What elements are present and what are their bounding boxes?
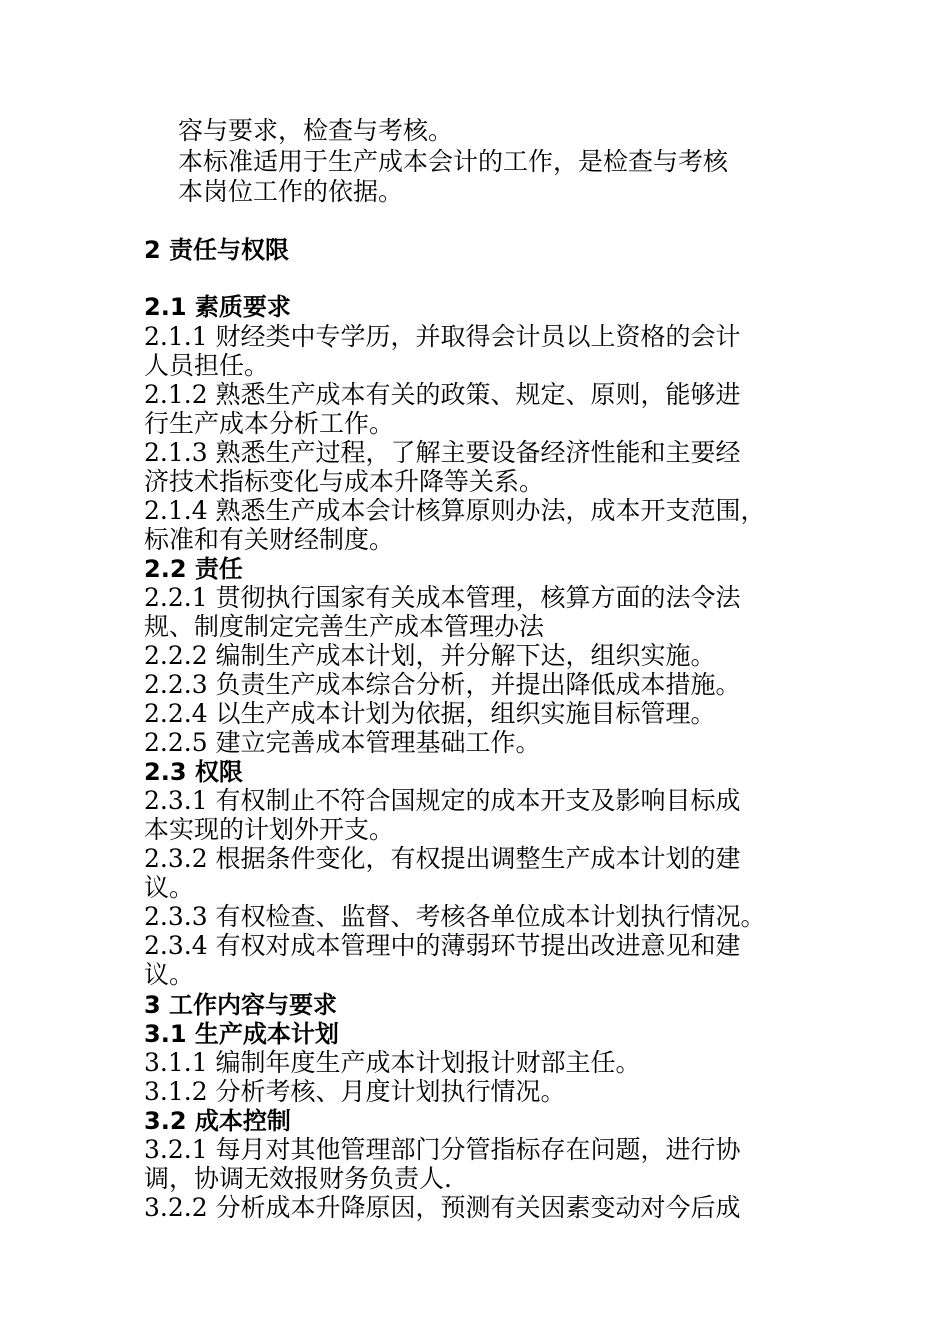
section-heading-3: 3 工作内容与要求 — [144, 991, 338, 1019]
item-2-3-4-line-2: 议。 — [144, 960, 195, 989]
subsection-heading-2-1: 2.1 素质要求 — [144, 293, 291, 321]
item-2-1-3-line-1: 2.1.3 熟悉生产过程，了解主要设备经济性能和主要经 — [144, 438, 741, 467]
item-2-3-1-line-2: 本实现的计划外开支。 — [144, 815, 395, 844]
item-2-1-1-line-1: 2.1.1 财经类中专学历，并取得会计员以上资格的会计 — [144, 322, 741, 351]
subsection-heading-2-2: 2.2 责任 — [144, 555, 243, 583]
item-2-3-3: 2.3.3 有权检查、监督、考核各单位成本计划执行情况。 — [144, 902, 766, 931]
scope-line-1: 本标准适用于生产成本会计的工作，是检查与考核 — [178, 147, 729, 176]
item-2-3-2-line-1: 2.3.2 根据条件变化，有权提出调整生产成本计划的建 — [144, 844, 741, 873]
item-2-3-2-line-2: 议。 — [144, 873, 195, 902]
item-2-2-1-line-2: 规、制度制定完善生产成本管理办法 — [144, 612, 545, 641]
item-3-1-2: 3.1.2 分析考核、月度计划执行情况。 — [144, 1077, 566, 1106]
item-3-2-1-line-2: 调，协调无效报财务负责人. — [144, 1164, 452, 1193]
scope-line-2: 本岗位工作的依据。 — [178, 177, 404, 206]
subsection-heading-2-3: 2.3 权限 — [144, 758, 243, 786]
item-2-1-4-line-2: 标准和有关财经制度。 — [144, 525, 395, 554]
item-3-2-2-line-1: 3.2.2 分析成本升降原因，预测有关因素变动对今后成 — [144, 1193, 741, 1222]
item-2-3-1-line-1: 2.3.1 有权制止不符合国规定的成本开支及影响目标成 — [144, 786, 741, 815]
item-2-1-1-line-2: 人员担任。 — [144, 351, 270, 380]
item-2-2-5: 2.2.5 建立完善成本管理基础工作。 — [144, 728, 541, 757]
item-2-1-3-line-2: 济技术指标变化与成本升降等关系。 — [144, 467, 545, 496]
item-2-2-1-line-1: 2.2.1 贯彻执行国家有关成本管理，核算方面的法令法 — [144, 583, 741, 612]
item-2-2-3: 2.2.3 负责生产成本综合分析，并提出降低成本措施。 — [144, 670, 741, 699]
section-heading-2: 2 责任与权限 — [144, 236, 290, 264]
subsection-heading-3-1: 3.1 生产成本计划 — [144, 1020, 339, 1048]
item-2-1-2-line-2: 行生产成本分析工作。 — [144, 409, 395, 438]
item-3-1-1: 3.1.1 编制年度生产成本计划报计财部主任。 — [144, 1048, 641, 1077]
item-3-2-1-line-1: 3.2.1 每月对其他管理部门分管指标存在问题，进行协 — [144, 1135, 741, 1164]
item-2-1-2-line-1: 2.1.2 熟悉生产成本有关的政策、规定、原则，能够进 — [144, 380, 741, 409]
item-2-2-4: 2.2.4 以生产成本计划为依据，组织实施目标管理。 — [144, 699, 716, 728]
subsection-heading-3-2: 3.2 成本控制 — [144, 1107, 291, 1135]
intro-line-1: 容与要求，检查与考核。 — [178, 116, 454, 145]
item-2-3-4-line-1: 2.3.4 有权对成本管理中的薄弱环节提出改进意见和建 — [144, 931, 741, 960]
item-2-1-4-line-1: 2.1.4 熟悉生产成本会计核算原则办法，成本开支范围， — [144, 496, 766, 525]
item-2-2-2: 2.2.2 编制生产成本计划，并分解下达，组织实施。 — [144, 641, 716, 670]
